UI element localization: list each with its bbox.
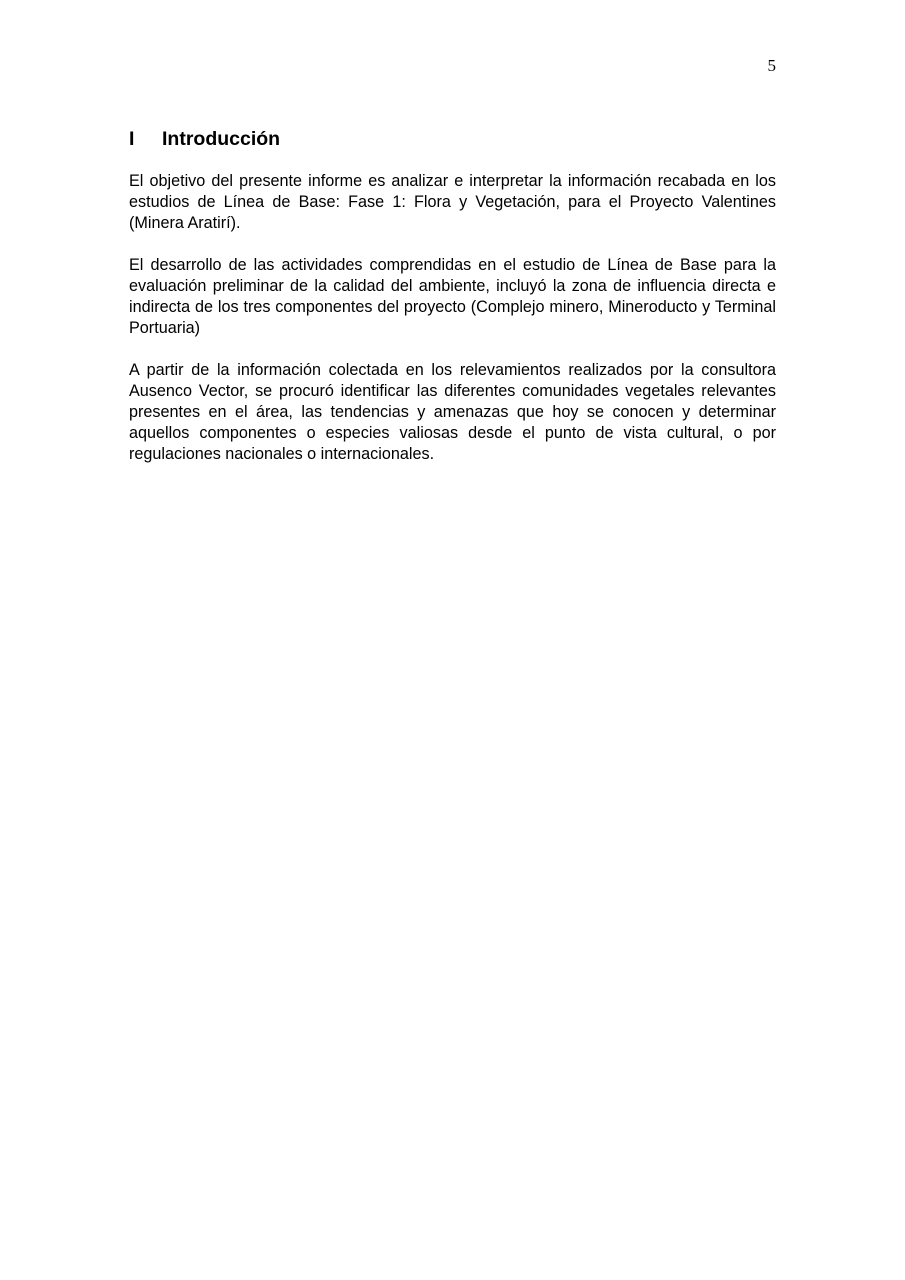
section-title: Introducción xyxy=(162,128,281,150)
page-content xyxy=(129,126,776,486)
section-heading xyxy=(129,126,776,152)
page-number: 5 xyxy=(767,56,776,75)
paragraph-activities: El desarrollo de las actividades comprendidas en el estudio de Línea de Base para la evaluación preliminar de la calidad del ambiente, incluyó la zona de influencia directa e indirecta de los tres componentes del proyecto (Complejo minero, Mineroducto y Terminal Portuaria) xyxy=(129,256,776,337)
paragraph-objective: El objetivo del presente informe es analizar e interpretar la información recabada en los estudios de Línea de Base: Fase 1: Flora y Vegetación, para el Proyecto Valentines (Minera Aratirí). xyxy=(129,172,776,232)
paragraph-methodology: A partir de la información colectada en los relevamientos realizados por la consultora Ausenco Vector, se procuró identificar las diferentes comunidades vegetales relevantes presentes en el área, las tendencias y amenazas que hoy se conocen y determinar aquellos componentes o especies valiosas desde el punto de vista cultural, o por regulaciones nacionales o internacionales. xyxy=(129,361,776,463)
section-number: I xyxy=(129,128,135,150)
